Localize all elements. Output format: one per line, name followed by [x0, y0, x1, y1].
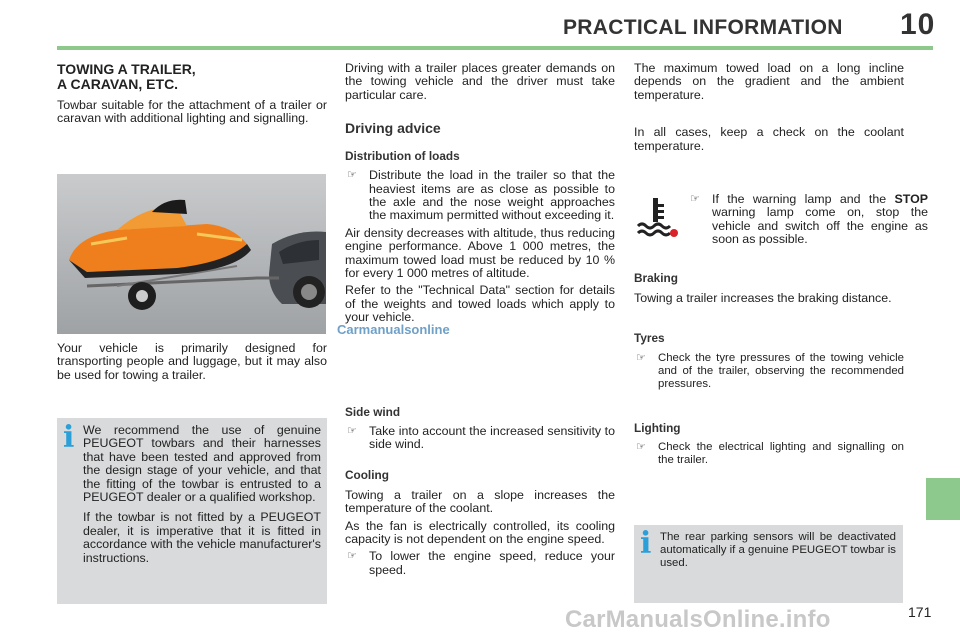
- tyres-bullet-text: Check the tyre pressures of the towing vehicle and of the trailer, observing the recommended pressures.: [658, 352, 904, 391]
- max-load-paragraph: The maximum towed load on a long incline depends on the gradient and the ambient temperature.: [634, 61, 904, 102]
- driving-advice-heading: Driving advice: [345, 120, 441, 137]
- technical-data-paragraph: Refer to the "Technical Data" section for details of the weights and towed loads which apply to your vehicle.: [345, 283, 615, 325]
- column-3-lower: [634, 271, 904, 467]
- coolant-check-paragraph: In all cases, keep a check on the coolant temperature.: [634, 125, 904, 153]
- jetski-trailer-illustration: [57, 174, 326, 334]
- header-rule: [57, 46, 933, 50]
- section-heading-line2: A CARAVAN, ETC.: [57, 76, 179, 92]
- section-heading-line1: TOWING A TRAILER,: [57, 61, 196, 77]
- warning-text-post: warning lamp come on, stop the vehicle and switch off the engine as soon as possible.: [712, 205, 928, 247]
- side-wind-heading: Side wind: [345, 405, 401, 419]
- info-parking-text: The rear parking sensors will be deactivated automatically if a genuine PEUGEOT towbar is used.: [660, 531, 896, 569]
- pointing-hand-icon: ☞: [636, 441, 646, 454]
- distribution-heading: Distribution of loads: [345, 149, 460, 164]
- distribution-bullet-text: Distribute the load in the trailer so that the heaviest items are as close as possible to the axle and the nose weight approaches the maximum permitted without exceeding it.: [369, 168, 615, 223]
- info-box-towbar: [57, 418, 327, 604]
- column-1-lower: [57, 342, 327, 382]
- braking-paragraph: Towing a trailer increases the braking distance.: [634, 291, 892, 305]
- info-paragraph-1: We recommend the use of genuine PEUGEOT towbars and their harnesses that have been tested and approved from the design stage of your vehicle, and that the fitting of the towbar is entrusted to a PEUGEOT dealer or a qualified workshop.: [83, 423, 321, 505]
- intro-paragraph: Towbar suitable for the attachment of a trailer or caravan with additional lighting and signalling.: [57, 98, 327, 126]
- column-2: [345, 62, 615, 325]
- usage-paragraph: Your vehicle is primarily designed for transporting people and luggage, but it may also be used for towing a trailer.: [57, 341, 327, 382]
- page-number: 171: [908, 604, 932, 620]
- info-box-parking-sensors: [634, 525, 903, 603]
- pointing-hand-icon: ☞: [636, 352, 646, 365]
- chapter-side-tab[interactable]: [926, 478, 960, 520]
- tyres-bullet: [634, 352, 904, 391]
- column-2-lower: [345, 405, 615, 577]
- pointing-hand-icon: ☞: [347, 550, 357, 563]
- warning-text-pre: If the warning lamp and the: [712, 192, 887, 206]
- cooling-paragraph-2: As the fan is electrically controlled, its cooling capacity is not dependent on the engine speed.: [345, 518, 615, 547]
- pointing-hand-icon: ☞: [347, 425, 357, 437]
- pointing-hand-icon: ☞: [347, 169, 357, 182]
- lighting-heading: Lighting: [634, 421, 681, 436]
- info-paragraph-2: If the towbar is not fitted by a PEUGEOT dealer, it is imperative that it is fitted in accordance with the vehicle manufacturer's instructions.: [83, 510, 321, 565]
- column-2-intro: Driving with a trailer places greater demands on the towing vehicle and the driver must take particular care.: [345, 61, 615, 102]
- lighting-bullet: [634, 441, 904, 467]
- side-wind-bullet: [345, 425, 615, 452]
- tyres-heading: Tyres: [634, 331, 665, 346]
- info-icon: i: [640, 526, 652, 561]
- photo-watermark: Carmanualsonline: [337, 322, 450, 337]
- column-1: [57, 62, 327, 126]
- braking-heading: Braking: [634, 271, 678, 285]
- cooling-bullet-text: To lower the engine speed, reduce your speed.: [369, 549, 615, 577]
- towing-photo: [57, 174, 326, 334]
- column-3: [634, 62, 904, 153]
- page-title: PRACTICAL INFORMATION: [563, 16, 843, 39]
- pointing-hand-icon: ☞: [690, 193, 700, 205]
- warning-lamp-bullet: [688, 193, 928, 247]
- coolant-temperature-icon: [634, 196, 680, 238]
- footer-watermark[interactable]: CarManualsOnline.info: [565, 606, 831, 633]
- chapter-number: 10: [900, 8, 936, 41]
- cooling-heading: Cooling: [345, 467, 389, 482]
- stop-label: STOP: [894, 192, 928, 206]
- section-heading: [57, 62, 327, 92]
- distribution-bullet: [345, 169, 615, 223]
- cooling-paragraph-1: Towing a trailer on a slope increases the temperature of the coolant.: [345, 487, 615, 516]
- air-density-paragraph: Air density decreases with altitude, thus reducing engine performance. Above 1 000 metres, the maximum towed load must be reduced by 10 % for every 1 000 metres of altitude.: [345, 225, 615, 281]
- side-wind-bullet-text: Take into account the increased sensitivity to side wind.: [369, 424, 615, 452]
- cooling-bullet: [345, 550, 615, 577]
- info-icon: i: [63, 420, 75, 455]
- lighting-bullet-text: Check the electrical lighting and signalling on the trailer.: [658, 441, 904, 467]
